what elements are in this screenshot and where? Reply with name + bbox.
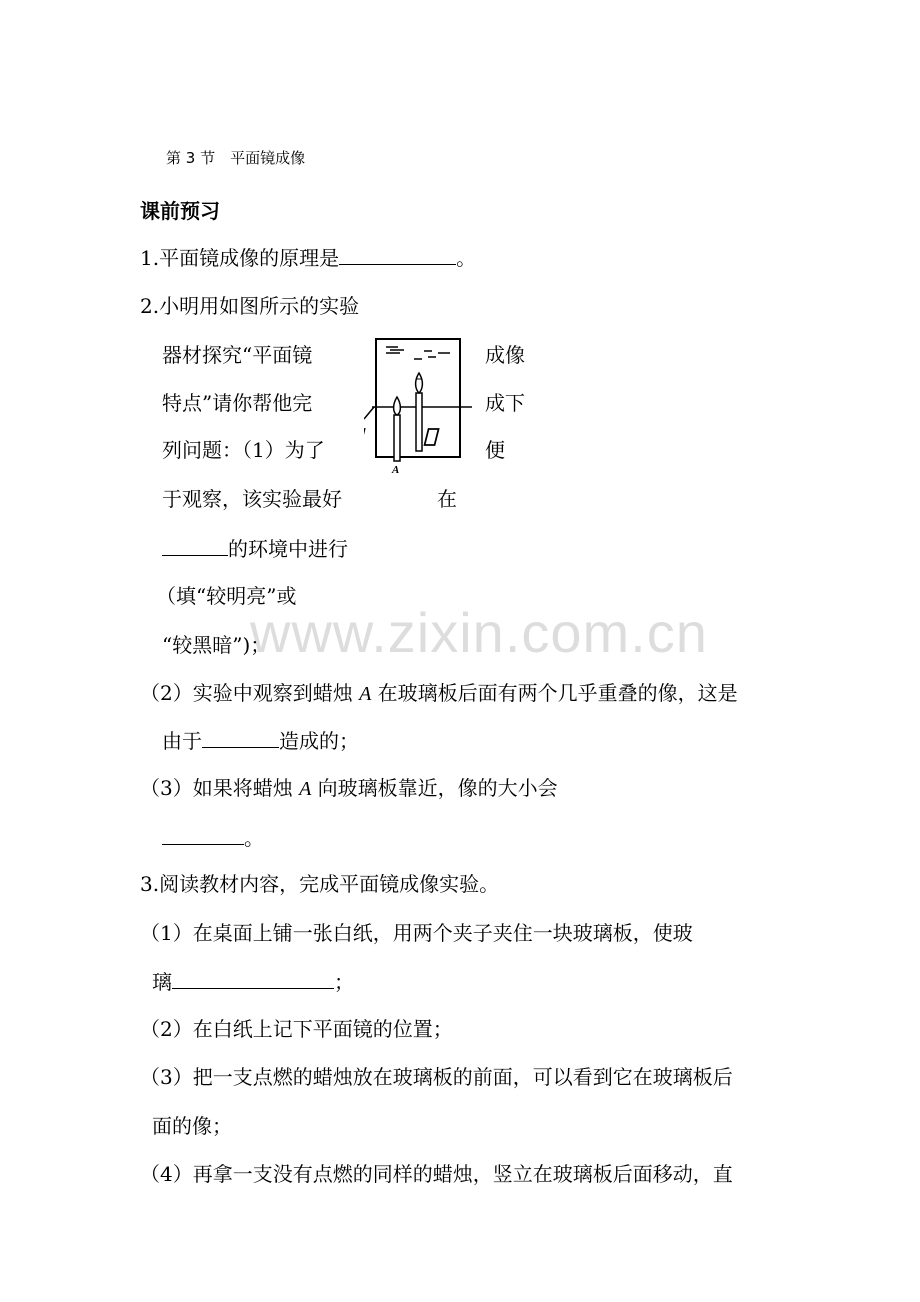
- q3-step-1-b: 璃: [152, 970, 172, 994]
- question-2-intro: 2.小明用如图所示的实验: [140, 294, 360, 318]
- q3-step-1-end: ；: [334, 970, 354, 994]
- answer-blank-5[interactable]: [172, 968, 334, 989]
- candle-a: [394, 397, 401, 461]
- q2-part-3-a: （3）如果将蜡烛: [140, 776, 300, 800]
- candle-image: [416, 373, 423, 451]
- watermark: www.zixin.com.cn: [250, 601, 708, 664]
- q3-step-4: （4）再拿一支没有点燃的同样的蜡烛，竖立在玻璃板后面移动，直: [140, 1162, 733, 1186]
- figure-label-a: A: [392, 464, 400, 476]
- q2-part-2-b: 在玻璃板后面有两个几乎重叠的像，这是: [371, 681, 738, 705]
- section-title: 第 3 节 平面镜成像: [166, 149, 306, 167]
- q2-line-5: [162, 535, 348, 562]
- q2-line-3-right: 便: [485, 438, 505, 462]
- candle-a-var: A: [359, 683, 372, 705]
- q2-part-3: [140, 775, 558, 802]
- question-1-text: 1.平面镜成像的原理是: [140, 246, 340, 270]
- q2-line-1-right: 成像: [485, 343, 525, 367]
- q3-step-1: （1）在桌面上铺一张白纸，用两个夹子夹住一块玻璃板，使玻: [140, 921, 693, 945]
- q2-line-7: “较黑暗”)；: [162, 633, 271, 657]
- q2-part-3-cont: [162, 824, 264, 851]
- answer-blank-2[interactable]: [162, 535, 228, 556]
- q2-line-3-left: 列问题：（1）为了: [162, 438, 325, 462]
- q2-line-2-right: 成下: [485, 391, 525, 415]
- question-3-intro: 3.阅读教材内容，完成平面镜成像实验。: [140, 872, 500, 896]
- q2-part-2-cont: [162, 727, 359, 754]
- clip-right: [425, 429, 439, 445]
- q2-part-2: [140, 680, 738, 707]
- answer-blank-4[interactable]: [162, 824, 244, 845]
- preview-heading: 课前预习: [140, 199, 220, 223]
- q2-line-2-left: 特点”请你帮他完: [162, 391, 313, 415]
- q3-step-3: （3）把一支点燃的蜡烛放在玻璃板的前面，可以看到它在玻璃板后: [140, 1065, 733, 1089]
- q2-part-2-a: （2）实验中观察到蜡烛: [140, 681, 360, 705]
- q3-step-1-cont: [152, 968, 354, 995]
- candle-a-var-2: A: [299, 778, 312, 800]
- question-1-end: 。: [456, 246, 477, 270]
- q2-part-2-d: 造成的；: [279, 729, 359, 753]
- q2-part-2-c: 由于: [162, 729, 202, 753]
- q3-step-3-cont: 面的像；: [152, 1114, 232, 1138]
- q2-line-5-text: 的环境中进行: [228, 537, 348, 561]
- answer-blank-3[interactable]: [202, 727, 279, 748]
- table-edge-left: [364, 407, 374, 419]
- q2-line-4-left: 于观察，该实验最好: [162, 487, 342, 511]
- q2-line-1-left: 器材探究“平面镜: [162, 343, 313, 367]
- question-1: [140, 244, 476, 271]
- answer-blank-1[interactable]: [339, 244, 456, 265]
- clip-left: [364, 429, 365, 445]
- q2-part-3-end: 。: [244, 826, 264, 850]
- q3-step-2: （2）在白纸上记下平面镜的位置；: [140, 1017, 453, 1041]
- q2-part-3-b: 向玻璃板靠近，像的大小会: [311, 776, 558, 800]
- q2-line-6: （填“较明亮”或: [156, 584, 297, 608]
- q2-line-4-right: 在: [437, 487, 457, 511]
- experiment-figure: [364, 335, 484, 477]
- plate-texture: [386, 347, 450, 359]
